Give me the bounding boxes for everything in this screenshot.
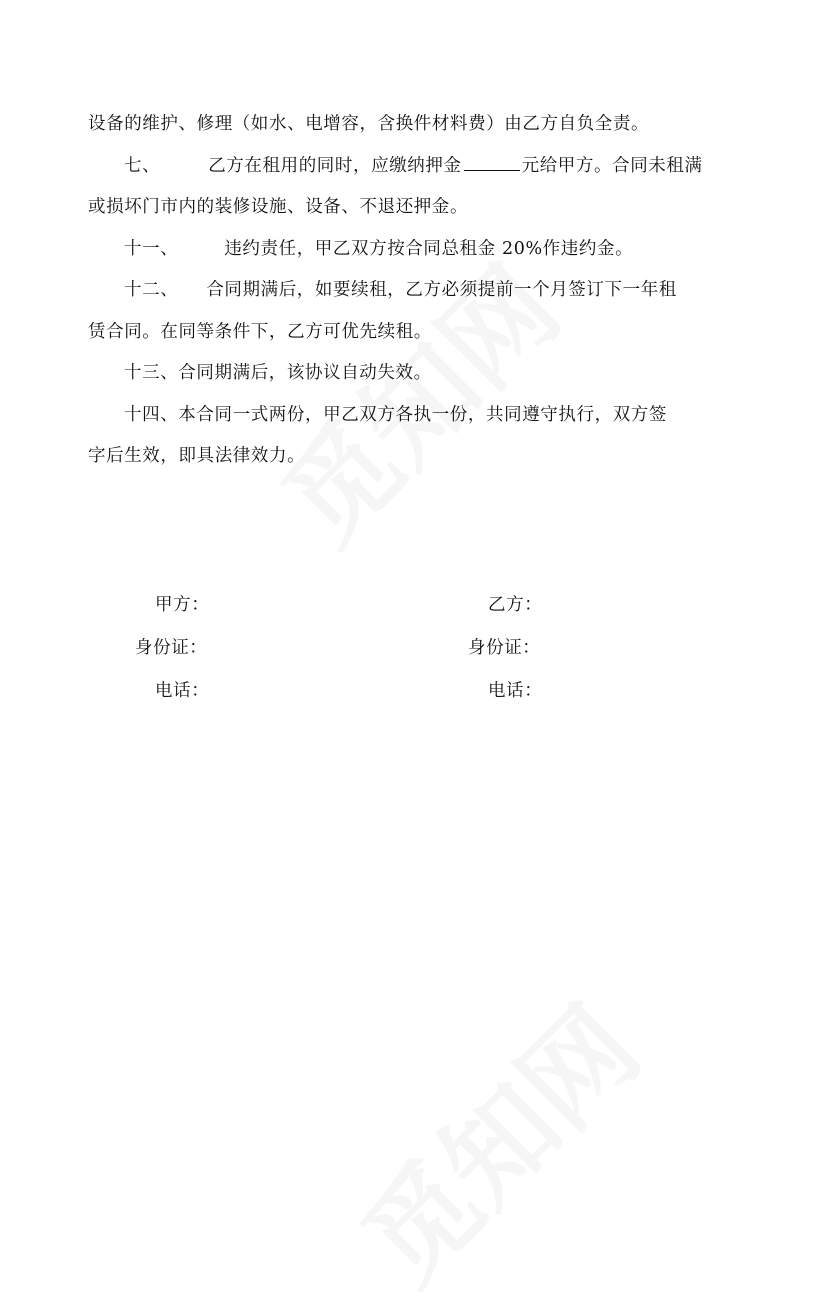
deposit-blank [464,152,520,171]
clause-line: 字后生效，即具法律效力。 [88,446,306,466]
clause-text: 元给甲方。合同未租满 [521,155,703,176]
clause-thirteen: 十三、合同期满后，该协议自动失效。 [124,363,432,383]
clause-fourteen: 十四、本合同一式两份，甲乙双方各执一份，共同遵守执行，双方签 [124,404,667,425]
id-b-label: 身份证： [468,638,541,658]
clause-number: 十二、 [124,280,179,300]
clause-text: 合同期满后，如要续租，乙方必须提前一个月签订下一年租 [206,280,677,300]
id-a-label: 身份证： [135,638,208,658]
phone-b-label: 电话： [488,681,543,701]
watermark-bottom [322,966,667,1311]
party-a-label: 甲方： [155,595,210,615]
clause-line: 设备的维护、修理（如水、电增容，含换件材料费）由乙方自负全责。 [88,114,650,134]
clause-text: 乙方在租用的同时，应缴纳押金 [208,155,462,176]
phone-a-label: 电话： [155,681,210,701]
clause-text: 违约责任，甲乙双方按合同总租金 20%作违约金。 [224,238,634,259]
clause-number: 七、 [124,155,161,176]
clause-number: 十一、 [124,238,179,259]
clause-line: 赁合同。在同等条件下，乙方可优先续租。 [88,321,432,342]
clause-eleven [88,229,728,271]
clause-line: 或损坏门市内的装修设施、设备、不退还押金。 [88,197,469,217]
party-b-label: 乙方： [488,595,543,615]
clause-twelve [88,270,728,312]
clause-seven [88,146,728,188]
contract-body [88,104,728,478]
